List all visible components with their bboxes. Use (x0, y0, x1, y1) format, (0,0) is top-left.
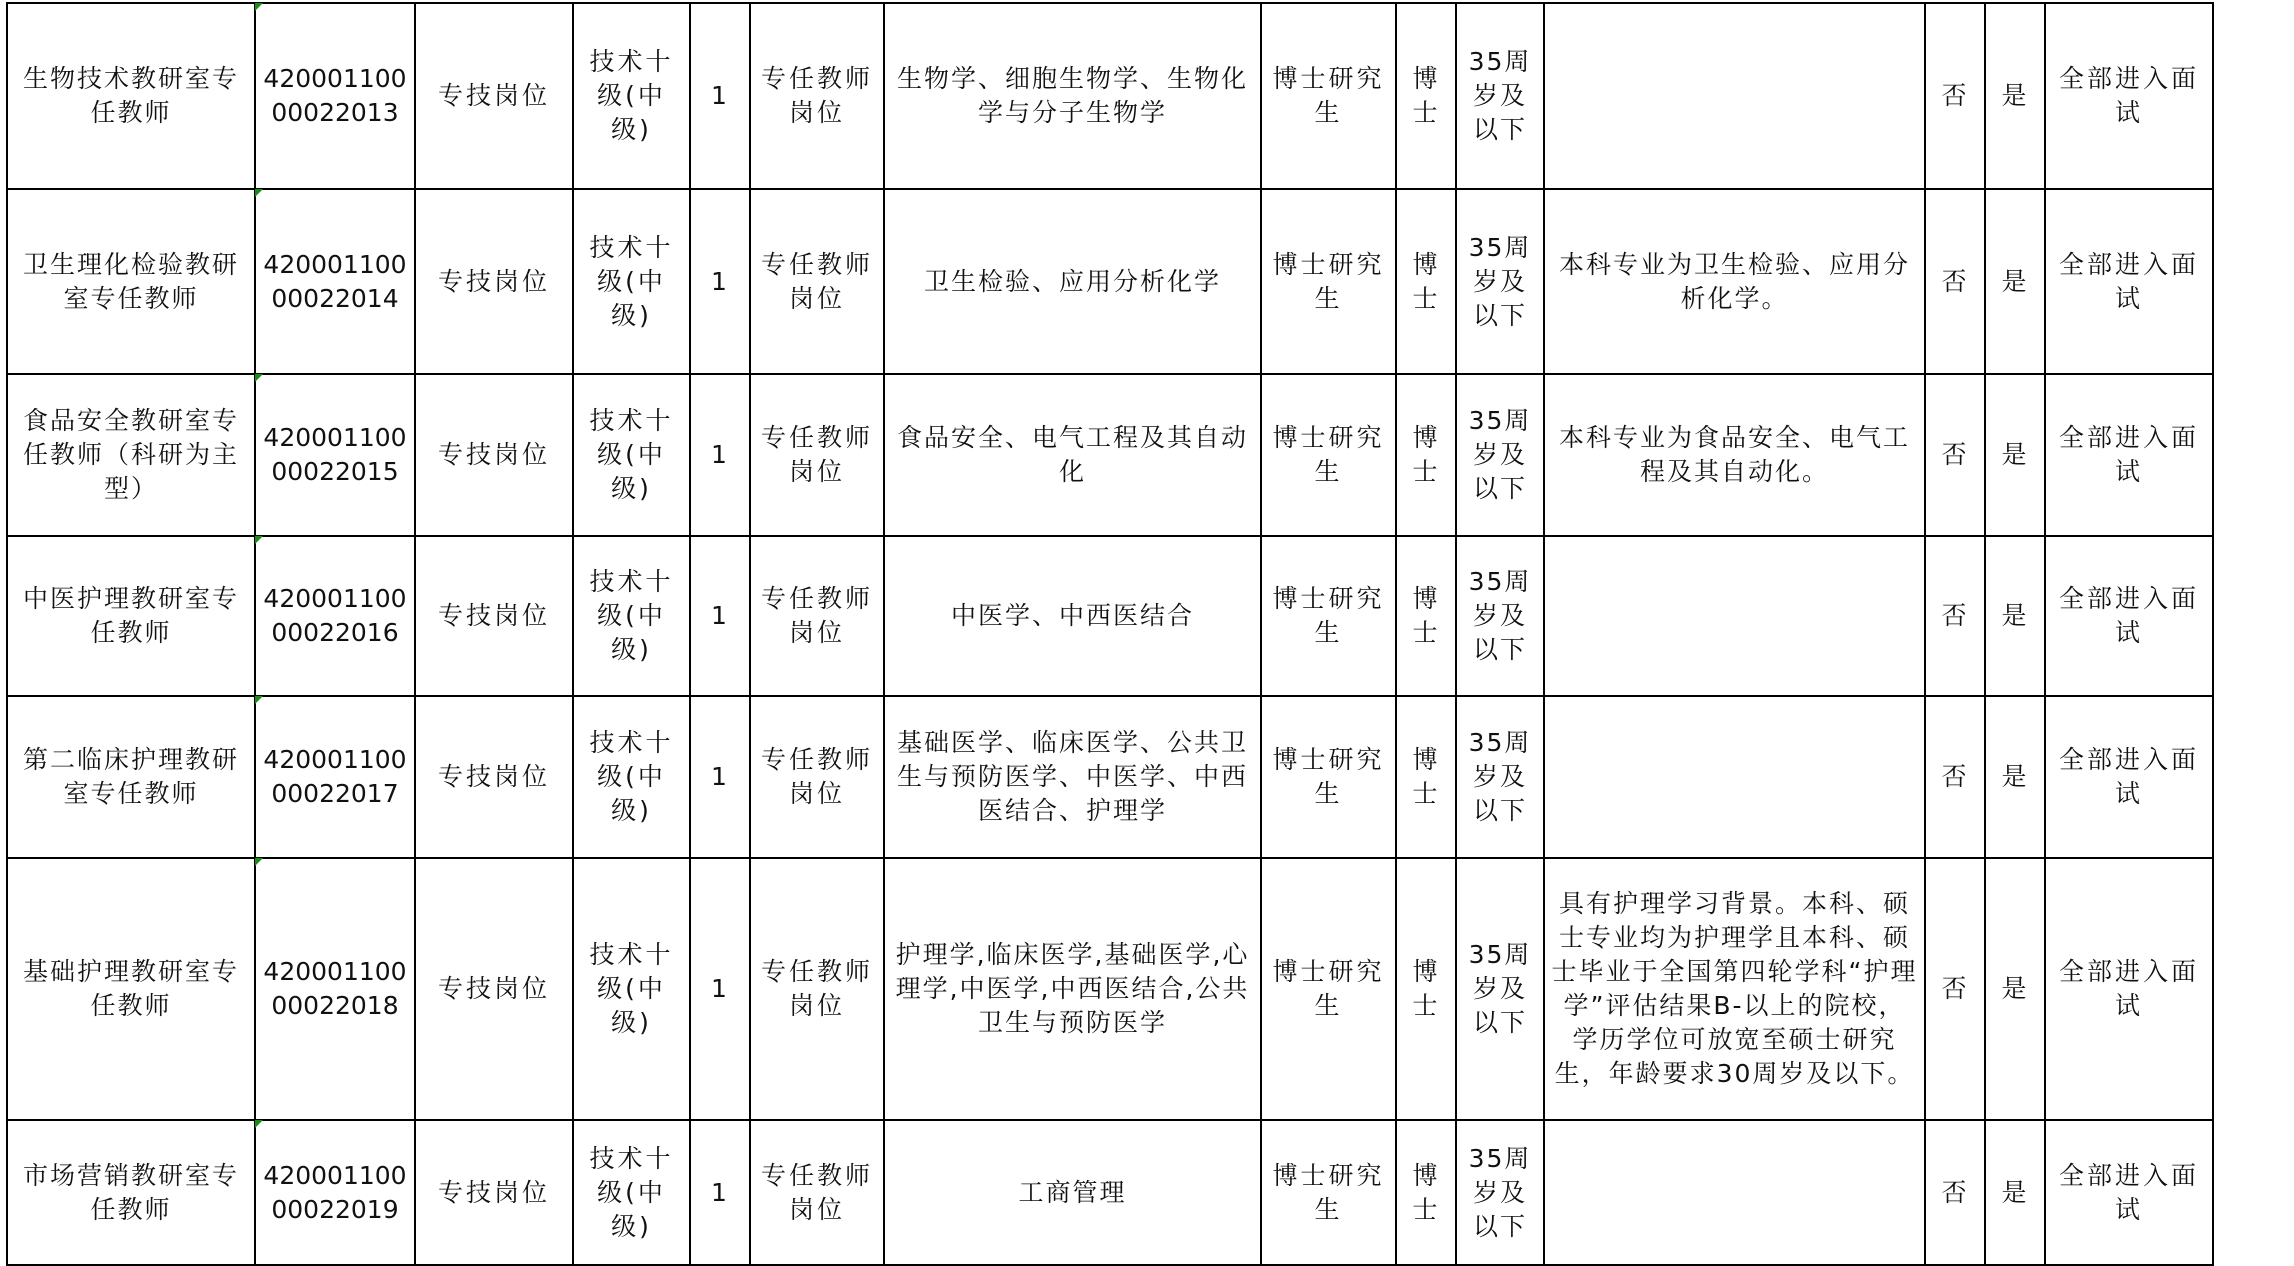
cell-condition-1[interactable]: 否 (1925, 858, 1985, 1120)
cell-condition-1[interactable]: 否 (1925, 696, 1985, 858)
cell-post-category[interactable]: 专技岗位 (415, 536, 573, 696)
cell-condition-2[interactable]: 是 (1985, 374, 2045, 536)
cell-degree[interactable]: 博士 (1396, 1120, 1456, 1265)
cell-other-requirements[interactable] (1544, 3, 1925, 189)
cell-age[interactable]: 35周岁及以下 (1456, 374, 1544, 536)
cell-condition-2[interactable]: 是 (1985, 696, 2045, 858)
cell-post-type[interactable]: 专任教师岗位 (750, 1120, 884, 1265)
cell-position-name[interactable]: 市场营销教研室专任教师 (7, 1120, 255, 1265)
cell-position-name[interactable]: 卫生理化检验教研室专任教师 (7, 189, 255, 374)
cell-other-requirements[interactable]: 具有护理学习背景。本科、硕士专业均为护理学且本科、硕士毕业于全国第四轮学科“护理学”评估结果B-以上的院校，学历学位可放宽至硕士研究生，年龄要求30周岁及以下。 (1544, 858, 1925, 1120)
cell-marker-icon (255, 536, 263, 544)
cell-condition-1[interactable]: 否 (1925, 1120, 1985, 1265)
positions-table (6, 2, 2214, 1266)
cell-position-name[interactable]: 基础护理教研室专任教师 (7, 858, 255, 1120)
table-row (7, 696, 2213, 858)
table-row (7, 189, 2213, 374)
cell-marker-icon (255, 1120, 263, 1128)
cell-degree[interactable]: 博士 (1396, 374, 1456, 536)
cell-major[interactable]: 生物学、细胞生物学、生物化学与分子生物学 (884, 3, 1261, 189)
cell-position-code[interactable]: 42000110000022016 (255, 536, 415, 696)
cell-other-requirements[interactable] (1544, 536, 1925, 696)
cell-condition-1[interactable]: 否 (1925, 374, 1985, 536)
cell-position-name[interactable]: 生物技术教研室专任教师 (7, 3, 255, 189)
cell-hiring-count[interactable]: 1 (690, 536, 750, 696)
cell-major[interactable]: 卫生检验、应用分析化学 (884, 189, 1261, 374)
cell-education[interactable]: 博士研究生 (1261, 374, 1396, 536)
cell-post-type[interactable]: 专任教师岗位 (750, 189, 884, 374)
table-row (7, 858, 2213, 1120)
cell-condition-1[interactable]: 否 (1925, 536, 1985, 696)
cell-condition-1[interactable]: 否 (1925, 3, 1985, 189)
cell-marker-icon (255, 696, 263, 704)
cell-condition-2[interactable]: 是 (1985, 1120, 2045, 1265)
table-row (7, 536, 2213, 696)
cell-age[interactable]: 35周岁及以下 (1456, 858, 1544, 1120)
cell-education[interactable]: 博士研究生 (1261, 858, 1396, 1120)
cell-post-level[interactable]: 技术十级(中级) (573, 1120, 690, 1265)
cell-major[interactable]: 基础医学、临床医学、公共卫生与预防医学、中医学、中西医结合、护理学 (884, 696, 1261, 858)
cell-interview-ratio[interactable]: 全部进入面试 (2045, 3, 2213, 189)
cell-other-requirements[interactable]: 本科专业为食品安全、电气工程及其自动化。 (1544, 374, 1925, 536)
cell-degree[interactable]: 博士 (1396, 696, 1456, 858)
cell-marker-icon (255, 858, 263, 866)
cell-age[interactable]: 35周岁及以下 (1456, 189, 1544, 374)
cell-interview-ratio[interactable]: 全部进入面试 (2045, 536, 2213, 696)
cell-post-level[interactable]: 技术十级(中级) (573, 3, 690, 189)
cell-condition-2[interactable]: 是 (1985, 189, 2045, 374)
cell-interview-ratio[interactable]: 全部进入面试 (2045, 374, 2213, 536)
cell-position-code[interactable]: 42000110000022014 (255, 189, 415, 374)
cell-interview-ratio[interactable]: 全部进入面试 (2045, 696, 2213, 858)
cell-age[interactable]: 35周岁及以下 (1456, 536, 1544, 696)
cell-other-requirements[interactable] (1544, 1120, 1925, 1265)
cell-post-type[interactable]: 专任教师岗位 (750, 3, 884, 189)
cell-post-category[interactable]: 专技岗位 (415, 3, 573, 189)
cell-marker-icon (255, 3, 263, 11)
cell-post-type[interactable]: 专任教师岗位 (750, 374, 884, 536)
cell-interview-ratio[interactable]: 全部进入面试 (2045, 858, 2213, 1120)
cell-hiring-count[interactable]: 1 (690, 189, 750, 374)
cell-degree[interactable]: 博士 (1396, 536, 1456, 696)
cell-post-level[interactable]: 技术十级(中级) (573, 189, 690, 374)
cell-position-name[interactable]: 食品安全教研室专任教师（科研为主型） (7, 374, 255, 536)
cell-education[interactable]: 博士研究生 (1261, 3, 1396, 189)
cell-age[interactable]: 35周岁及以下 (1456, 3, 1544, 189)
cell-education[interactable]: 博士研究生 (1261, 189, 1396, 374)
cell-education[interactable]: 博士研究生 (1261, 536, 1396, 696)
cell-position-code[interactable]: 42000110000022013 (255, 3, 415, 189)
cell-major[interactable]: 护理学,临床医学,基础医学,心理学,中医学,中西医结合,公共卫生与预防医学 (884, 858, 1261, 1120)
cell-interview-ratio[interactable]: 全部进入面试 (2045, 1120, 2213, 1265)
cell-position-name[interactable]: 第二临床护理教研室专任教师 (7, 696, 255, 858)
cell-degree[interactable]: 博士 (1396, 858, 1456, 1120)
cell-position-code[interactable]: 42000110000022018 (255, 858, 415, 1120)
cell-post-level[interactable]: 技术十级(中级) (573, 696, 690, 858)
cell-other-requirements[interactable] (1544, 696, 1925, 858)
cell-hiring-count[interactable]: 1 (690, 696, 750, 858)
cell-major[interactable]: 中医学、中西医结合 (884, 536, 1261, 696)
cell-post-level[interactable]: 技术十级(中级) (573, 374, 690, 536)
cell-position-code[interactable]: 42000110000022019 (255, 1120, 415, 1265)
cell-degree[interactable]: 博士 (1396, 3, 1456, 189)
cell-hiring-count[interactable]: 1 (690, 858, 750, 1120)
cell-education[interactable]: 博士研究生 (1261, 696, 1396, 858)
cell-condition-2[interactable]: 是 (1985, 536, 2045, 696)
cell-condition-2[interactable]: 是 (1985, 858, 2045, 1120)
cell-post-level[interactable]: 技术十级(中级) (573, 858, 690, 1120)
cell-post-category[interactable]: 专技岗位 (415, 1120, 573, 1265)
cell-condition-2[interactable]: 是 (1985, 3, 2045, 189)
cell-position-code[interactable]: 42000110000022015 (255, 374, 415, 536)
cell-post-category[interactable]: 专技岗位 (415, 189, 573, 374)
cell-major[interactable]: 工商管理 (884, 1120, 1261, 1265)
cell-position-code[interactable]: 42000110000022017 (255, 696, 415, 858)
table-row (7, 3, 2213, 189)
cell-condition-1[interactable]: 否 (1925, 189, 1985, 374)
table-row (7, 374, 2213, 536)
cell-post-category[interactable]: 专技岗位 (415, 858, 573, 1120)
cell-education[interactable]: 博士研究生 (1261, 1120, 1396, 1265)
cell-post-type[interactable]: 专任教师岗位 (750, 696, 884, 858)
cell-hiring-count[interactable]: 1 (690, 1120, 750, 1265)
cell-age[interactable]: 35周岁及以下 (1456, 1120, 1544, 1265)
cell-age[interactable]: 35周岁及以下 (1456, 696, 1544, 858)
cell-hiring-count[interactable]: 1 (690, 3, 750, 189)
cell-marker-icon (255, 374, 263, 382)
cell-post-level[interactable]: 技术十级(中级) (573, 536, 690, 696)
cell-post-category[interactable]: 专技岗位 (415, 374, 573, 536)
cell-marker-icon (255, 189, 263, 197)
table-row (7, 1120, 2213, 1265)
cell-major[interactable]: 食品安全、电气工程及其自动化 (884, 374, 1261, 536)
cell-post-type[interactable]: 专任教师岗位 (750, 858, 884, 1120)
cell-hiring-count[interactable]: 1 (690, 374, 750, 536)
cell-interview-ratio[interactable]: 全部进入面试 (2045, 189, 2213, 374)
cell-degree[interactable]: 博士 (1396, 189, 1456, 374)
cell-other-requirements[interactable]: 本科专业为卫生检验、应用分析化学。 (1544, 189, 1925, 374)
cell-post-category[interactable]: 专技岗位 (415, 696, 573, 858)
cell-post-type[interactable]: 专任教师岗位 (750, 536, 884, 696)
cell-position-name[interactable]: 中医护理教研室专任教师 (7, 536, 255, 696)
